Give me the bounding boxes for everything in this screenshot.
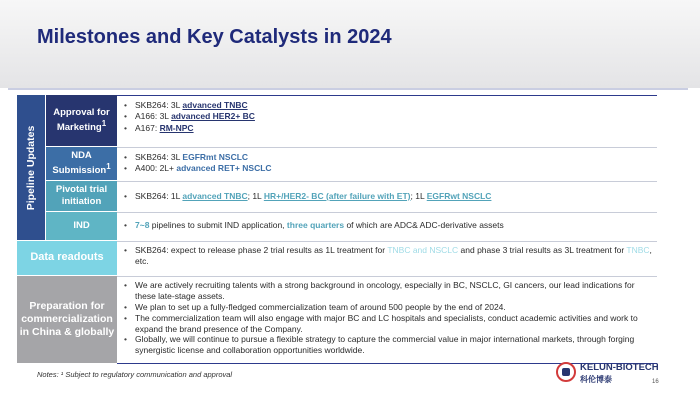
row-divider — [117, 147, 657, 148]
list-item: • Globally, we will continue to pursue a flexible strategy to capture the commercial value in major international markets, through forging synergistic license and collaboration opportunities worldwide. — [122, 334, 657, 356]
logo-icon — [556, 362, 576, 382]
category-preparation — [17, 276, 117, 363]
header-divider — [8, 88, 688, 90]
category-nda — [46, 147, 117, 180]
prep-content — [122, 280, 657, 356]
category-ind — [46, 212, 117, 240]
list-item: • We are actively recruiting talents with a strong background in oncology, especially in BC, NSCLC, GI cancers, our lead indications for these late-stage assets. — [122, 280, 657, 302]
list-item: • SKB264: expect to release phase 2 trial results as 1L treatment for TNBC and NSCLC and phase 3 trial results as 3L treatment for TNBC, etc. — [122, 245, 652, 268]
pipeline-updates-text: Pipeline Updates — [25, 125, 37, 210]
list-item: • SKB264: 1L advanced TNBC; 1L HR+/HER2- BC (after failure with ET); 1L EGFRwt NSCLC — [122, 191, 491, 202]
category-prep-label: Preparation for commercialization in China & globally — [19, 299, 115, 339]
list-item: • We plan to set up a fully-fledged commercialization team of around 500 people by the end of 2024. — [122, 302, 657, 313]
pipeline-updates-label — [17, 95, 45, 240]
footnote-marker: 1 — [101, 118, 107, 128]
category-approval — [46, 95, 117, 146]
list-item: • SKB264: 3L advanced TNBC — [122, 100, 255, 111]
list-item: • 7~8 pipelines to submit IND application, three quarters of which are ADC& ADC-derivative assets — [122, 220, 504, 231]
category-ind-label: IND — [73, 220, 90, 232]
category-data-label: Data readouts — [30, 251, 104, 264]
ind-content — [122, 220, 504, 231]
category-data-readouts — [17, 241, 117, 275]
logo-text-en: KELUN-BIOTECH — [580, 362, 659, 373]
row-divider — [117, 181, 657, 182]
category-approval-label: Approval for Marketing — [53, 107, 110, 134]
row-divider — [117, 276, 657, 277]
list-item: • A166: 3L advanced HER2+ BC — [122, 111, 255, 122]
data-content — [122, 245, 652, 268]
row-divider — [117, 241, 657, 242]
category-nda-label: NDA Submission — [52, 150, 107, 177]
row-divider — [117, 212, 657, 213]
page-number: 16 — [652, 379, 659, 385]
row-divider — [117, 95, 657, 96]
company-logo — [556, 360, 659, 388]
approval-content — [122, 100, 255, 134]
list-item: • A400: 2L+ advanced RET+ NSCLC — [122, 163, 272, 174]
pivotal-content — [122, 191, 491, 202]
nda-content — [122, 152, 272, 175]
footnote-marker: 1 — [106, 161, 111, 171]
list-item: • The commercialization team will also engage with major BC and LC hospitals and specialists, conduct academic activities and work to expand the brand presence of the Company. — [122, 313, 657, 335]
list-item: • A167: RM-NPC — [122, 123, 255, 134]
footnote: Notes: ¹ Subject to regulatory communication and approval — [37, 370, 233, 379]
slide-title: Milestones and Key Catalysts in 2024 — [37, 26, 392, 48]
list-item: • SKB264: 3L EGFRmt NSCLC — [122, 152, 272, 163]
category-pivotal-label: Pivotal trial initiation — [55, 184, 108, 207]
category-pivotal — [46, 181, 117, 211]
logo-text-cn: 科伦博泰 — [580, 375, 612, 384]
